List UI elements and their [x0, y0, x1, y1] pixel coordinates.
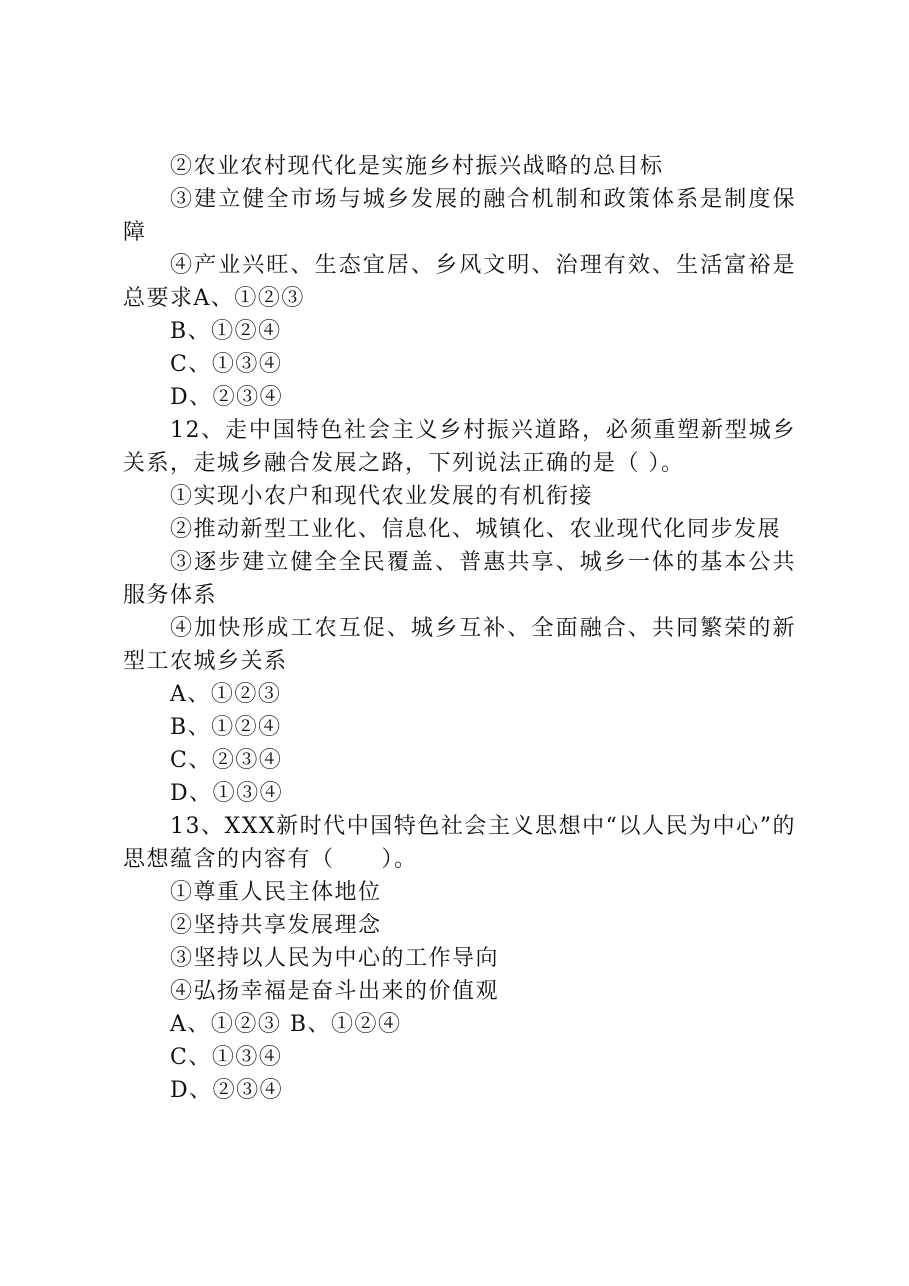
q12-choice-d: D、①③④: [170, 781, 284, 806]
option-statement-3: ③建立健全市场与城乡发展的融合机制和政策体系是制度保障: [123, 187, 796, 245]
document-page: [123, 150, 796, 1107]
option-statement-2: ②农业农村现代化是实施乡村振兴战略的总目标: [170, 154, 664, 179]
q12-choice-a: A、①②③: [170, 682, 282, 707]
q13-choice-d: D、②③④: [170, 1078, 284, 1103]
q13-choice-a-b: A、①②③ B、①②④: [170, 1012, 402, 1037]
q13-statement-2: ②坚持共享发展理念: [170, 913, 382, 938]
q12-choice-b: B、①②④: [170, 715, 282, 740]
q12-statement-4: ④加快形成工农互促、城乡互补、全面融合、共同繁荣的新型工农城乡关系: [123, 616, 796, 674]
answer-choice-c: C、①③④: [170, 352, 283, 377]
question-13: 13、XXX新时代中国特色社会主义思想中“以人民为中心”的思想蕴含的内容有（ ）。: [123, 814, 796, 872]
q12-statement-1: ①实现小农户和现代农业发展的有机衔接: [170, 484, 594, 509]
question-12: 12、走中国特色社会主义乡村振兴道路，必须重塑新型城乡关系，走城乡融合发展之路，下列说法正确的是（ ）。: [123, 418, 796, 476]
q12-choice-c: C、②③④: [170, 748, 283, 773]
option-statement-4: ④产业兴旺、生态宜居、乡风文明、治理有效、生活富裕是总要求A、①②③: [123, 253, 796, 311]
q13-statement-1: ①尊重人民主体地位: [170, 880, 382, 905]
q13-statement-4: ④弘扬幸福是奋斗出来的价值观: [170, 979, 500, 1004]
q12-statement-3: ③逐步建立健全全民覆盖、普惠共享、城乡一体的基本公共服务体系: [123, 550, 796, 608]
q12-statement-2: ②推动新型工业化、信息化、城镇化、农业现代化同步发展: [170, 517, 782, 542]
q13-statement-3: ③坚持以人民为中心的工作导向: [170, 946, 500, 971]
answer-choice-b: B、①②④: [170, 319, 282, 344]
q13-choice-c: C、①③④: [170, 1045, 283, 1070]
answer-choice-d: D、②③④: [170, 385, 284, 410]
